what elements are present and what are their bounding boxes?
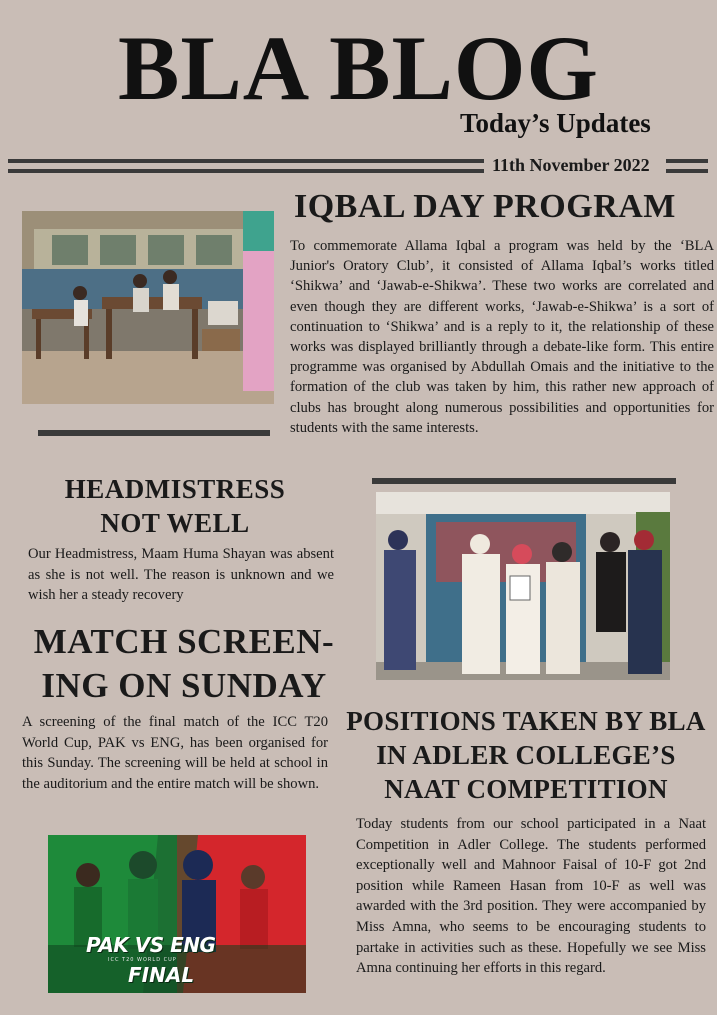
- naat-headline-line2: IN ADLER COLLEGE’S: [376, 740, 676, 770]
- section-divider: [38, 430, 270, 436]
- poster-title: PAK VS ENG: [86, 933, 216, 957]
- naat-competition-body: Today students from our school participated in a Naat Competition in Adler College. The students performed exceptionally well and Mahnoor Faisal of 10-F got 2nd position while Rameen Hasan from 10-F as well was awarded with the 3rd position. They were accompanied by Miss Amna, who seems to be encouraging students to partake in activities such as these. Hopefully we see Miss Amna continuing her efforts in this regard.: [356, 816, 706, 977]
- issue-date: 11th November 2022: [492, 155, 650, 175]
- headmistress-body: Our Headmistress, Maam Huma Shayan was absent as she is not well. The reason is unknown and we wish her a steady recovery: [28, 546, 334, 603]
- match-headline-line2: ING ON SUNDAY: [41, 666, 327, 705]
- naat-competition-headline: [336, 704, 716, 806]
- double-rule-left: [8, 159, 484, 173]
- match-screening-headline: [14, 620, 354, 708]
- blog-subtitle: Today’s Updates: [460, 108, 651, 138]
- match-headline-line1: MATCH SCREEN-: [33, 622, 335, 661]
- headmistress-headline-line2: NOT WELL: [100, 508, 250, 538]
- blog-title: BLA BLOG: [118, 17, 599, 119]
- naat-headline-line3: NAAT COMPETITION: [384, 774, 668, 804]
- naat-competition-photo: [376, 492, 670, 680]
- date-rule: [8, 156, 708, 176]
- section-divider: [372, 478, 676, 484]
- pak-vs-eng-poster: [48, 835, 306, 993]
- headmistress-headline: [20, 472, 330, 540]
- poster-subtitle: ICC T20 WORLD CUP: [108, 957, 177, 963]
- headmistress-headline-line1: HEADMISTRESS: [64, 474, 286, 504]
- poster-final: FINAL: [128, 963, 195, 987]
- iqbal-day-photo: [22, 211, 274, 404]
- double-rule-right: [666, 159, 708, 173]
- iqbal-day-body: To commemorate Allama Iqbal a program was held by the ‘BLA Junior's Oratory Club’, it consisted of Allama Iqbal’s works titled ‘Shikwa’ and ‘Jawab-e-Shikwa’. These two works are correlated and even though they are different works, ‘Jawab-e-Shikwa’ is a sort of continuation to ‘Shikwa’ and is a reply to it, the relationship of these works was displayed brilliantly through a debate-like form. This entire programme was organised by Abdullah Omais and the initiative to the formation of the club was taken by him, this rather new approach of clubs has brought along numerous possibilities and opportunities for students with the same interests.: [290, 238, 714, 436]
- match-screening-body: A screening of the final match of the ICC T20 World Cup, PAK vs ENG, has been organised for this Sunday. The screening will be held at school in the auditorium and the entire match will be shown.: [22, 714, 328, 792]
- iqbal-day-headline: IQBAL DAY PROGRAM: [294, 188, 676, 225]
- naat-headline-line1: POSITIONS TAKEN BY BLA: [346, 706, 706, 736]
